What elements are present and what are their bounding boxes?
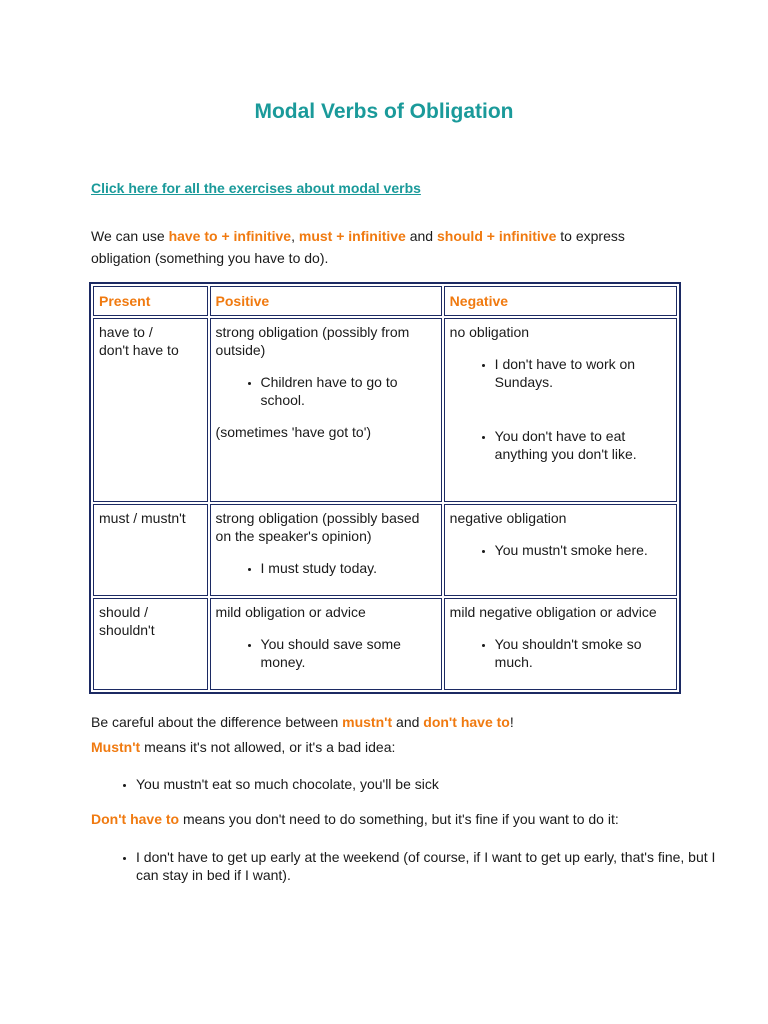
positive-cell bbox=[210, 504, 442, 596]
dont-have-to-term: Don't have to bbox=[91, 811, 180, 827]
positive-example-list bbox=[216, 635, 436, 671]
dont-have-to-example-list bbox=[91, 848, 726, 884]
dont-have-to-definition bbox=[91, 809, 691, 829]
present-form: have to / bbox=[99, 324, 153, 340]
intro-text-3: and bbox=[405, 228, 437, 244]
header-negative: Negative bbox=[444, 286, 677, 316]
header-positive: Positive bbox=[210, 286, 442, 316]
table-header-row bbox=[93, 286, 677, 316]
positive-note: (sometimes 'have got to') bbox=[215, 424, 372, 440]
exercises-link[interactable]: Click here for all the exercises about modal verbs bbox=[91, 180, 421, 196]
negative-description: negative obligation bbox=[449, 510, 567, 526]
positive-description: strong obligation (possibly from outside) bbox=[215, 324, 410, 358]
positive-description: strong obligation (possibly based on the speaker's opinion) bbox=[215, 510, 420, 544]
mustnt-example-list bbox=[91, 775, 726, 793]
example-item: • You mustn't eat so much chocolate, you'll be sick bbox=[136, 775, 726, 793]
mustnt-term: Mustn't bbox=[91, 739, 141, 755]
positive-cell bbox=[210, 318, 442, 502]
negative-cell bbox=[444, 318, 677, 502]
dont-have-to-meaning: means you don't need to do something, but it's fine if you want to do it: bbox=[179, 811, 619, 827]
negative-cell bbox=[444, 504, 677, 596]
intro-highlight-should: should + infinitive bbox=[436, 228, 557, 244]
table-row-must bbox=[93, 504, 677, 596]
positive-example-list bbox=[216, 373, 436, 409]
careful-text-3: ! bbox=[509, 714, 514, 730]
careful-highlight-mustnt: mustn't bbox=[342, 714, 393, 730]
negative-cell bbox=[444, 598, 677, 690]
present-form: should / bbox=[99, 604, 149, 620]
present-cell bbox=[93, 598, 208, 690]
table-row-have-to bbox=[93, 318, 677, 502]
present-cell bbox=[93, 504, 208, 596]
example-item: • You mustn't smoke here. bbox=[495, 541, 671, 559]
careful-paragraph bbox=[91, 712, 691, 732]
negative-example-list bbox=[450, 635, 671, 671]
example-item: • Children have to go to school. bbox=[261, 373, 436, 409]
intro-highlight-have-to: have to + infinitive bbox=[168, 228, 292, 244]
positive-description: mild obligation or advice bbox=[215, 604, 366, 620]
negative-example-list bbox=[450, 541, 671, 559]
present-form: shouldn't bbox=[99, 622, 155, 638]
positive-cell bbox=[210, 598, 442, 690]
example-item: • You should save some money. bbox=[261, 635, 436, 671]
mustnt-meaning: means it's not allowed, or it's a bad idea: bbox=[140, 739, 396, 755]
mustnt-definition bbox=[91, 737, 691, 757]
intro-text-1: We can use bbox=[91, 228, 169, 244]
intro-paragraph bbox=[91, 225, 681, 269]
intro-highlight-must: must + infinitive bbox=[298, 228, 406, 244]
careful-highlight-dont-have-to: don't have to bbox=[423, 714, 510, 730]
example-item: • I must study today. bbox=[261, 559, 436, 577]
header-present: Present bbox=[93, 286, 208, 316]
example-item: • I don't have to work on Sundays. bbox=[495, 355, 671, 391]
obligation-table bbox=[89, 282, 681, 694]
intro-text-4: to express obligation (something you have to do). bbox=[91, 228, 625, 266]
careful-text-2: and bbox=[392, 714, 424, 730]
negative-description: no obligation bbox=[449, 324, 530, 340]
intro-text-2: , bbox=[291, 228, 299, 244]
present-form: must / mustn't bbox=[99, 510, 186, 526]
negative-example-list bbox=[450, 355, 671, 463]
careful-text-1: Be careful about the difference between bbox=[91, 714, 343, 730]
table-row-should bbox=[93, 598, 677, 690]
example-item: • You shouldn't smoke so much. bbox=[495, 635, 671, 671]
example-item: • I don't have to get up early at the weekend (of course, if I want to get up early, that's fine, but I can stay in bed if I want). bbox=[136, 848, 726, 884]
present-form: don't have to bbox=[99, 342, 179, 358]
negative-description: mild negative obligation or advice bbox=[449, 604, 657, 620]
page-title: Modal Verbs of Obligation bbox=[254, 100, 514, 123]
positive-example-list bbox=[216, 559, 436, 577]
example-item: • You don't have to eat anything you don't like. bbox=[495, 427, 671, 463]
present-cell bbox=[93, 318, 208, 502]
